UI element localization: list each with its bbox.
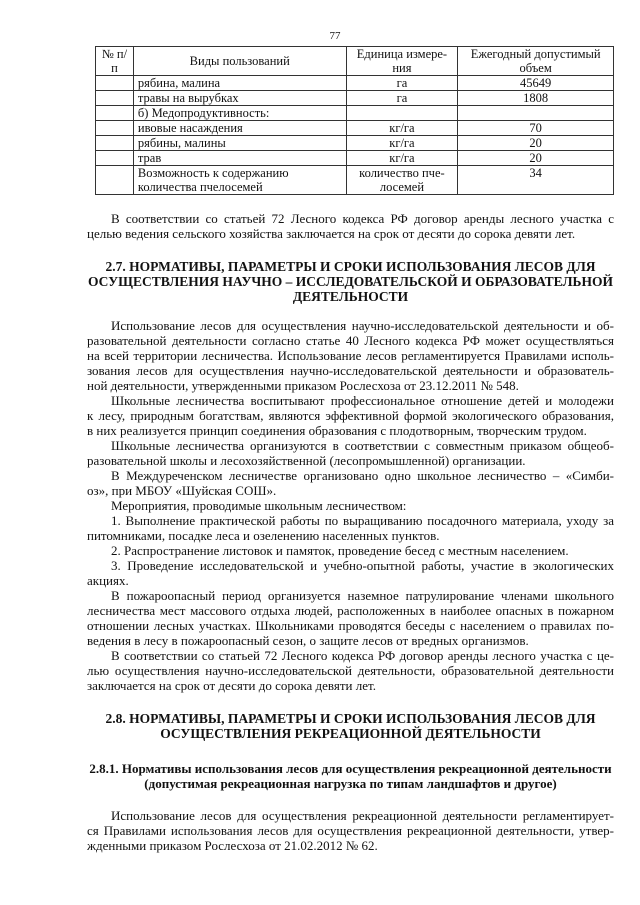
text-line: зования лесов для осуществления научно-исследовательской деятельности и образователь- xyxy=(87,363,614,378)
table-cell xyxy=(96,91,134,106)
table-cell xyxy=(346,106,458,121)
table-cell: б) Медопродуктивность: xyxy=(133,106,346,121)
page-number: 77 xyxy=(329,30,341,42)
paragraph xyxy=(87,498,614,513)
text-line: лесничества мест массового отдыха людей, расположенных в наиболее опасных в пожарном xyxy=(87,603,614,618)
table-cell: кг/га xyxy=(346,121,458,136)
text-line: В соответствии со статьей 72 Лесного кодекса РФ договор аренды лесного участка с xyxy=(111,211,614,226)
table-cell: 34 xyxy=(458,166,614,195)
table-cell: 20 xyxy=(458,151,614,166)
text-line: питомниками, посадке леса и озеленению населенных пунктов. xyxy=(87,528,440,543)
heading-line: ОСУЩЕСТВЛЕНИЯ РЕКРЕАЦИОННОЙ ДЕЯТЕЛЬНОСТИ xyxy=(160,726,541,741)
paragraph xyxy=(87,211,614,241)
table-cell xyxy=(96,166,134,195)
text-line: Школьные лесничества воспитывают профессиональное отношение детей и молодежи xyxy=(111,393,614,408)
table-cell: рябины, малины xyxy=(133,136,346,151)
table-cell: Возможность к содержанию количества пчелосемей xyxy=(133,166,346,195)
table-cell xyxy=(96,76,134,91)
subsection-heading-2-8-1 xyxy=(87,761,614,791)
table-cell xyxy=(458,106,614,121)
table-cell xyxy=(96,121,134,136)
table-cell xyxy=(96,106,134,121)
text-line: ся Правилами использования лесов для осуществления рекреационной деятельности, утвер- xyxy=(87,823,614,838)
table-row xyxy=(96,151,614,166)
heading-line: 2.7. НОРМАТИВЫ, ПАРАМЕТРЫ И СРОКИ ИСПОЛЬЗОВАНИЯ ЛЕСОВ ДЛЯ xyxy=(105,259,596,274)
table-header xyxy=(96,47,614,76)
text-line: на всей территории лесничества. Использование лесов регламентируется Правилами исполь- xyxy=(87,348,614,363)
section-heading-2-7 xyxy=(87,259,614,304)
paragraph xyxy=(87,393,614,438)
text-line: Школьные лесничества организуются в соответствии с совместным приказом общеоб- xyxy=(111,438,614,453)
table-cell: рябина, малина xyxy=(133,76,346,91)
text-line: лью осуществления научно-исследовательской деятельности, образовательной деятельности xyxy=(87,663,614,678)
table-header-cell: Ежегодный допустимый объем xyxy=(458,47,614,76)
table-cell: 20 xyxy=(458,136,614,151)
table-cell: трав xyxy=(133,151,346,166)
section-2-8-1-body xyxy=(87,808,614,853)
table-row xyxy=(96,76,614,91)
heading-line: (допустимая рекреационная нагрузка по типам ландшафтов и другое) xyxy=(144,776,557,791)
heading-line: ДЕЯТЕЛЬНОСТИ xyxy=(292,289,409,304)
table-row xyxy=(96,136,614,151)
text-line: ной деятельности, утвержденными приказом Рослесхоза от 23.12.2011 № 548. xyxy=(87,378,519,393)
paragraph xyxy=(87,648,614,693)
paragraph xyxy=(87,318,614,393)
table-cell: 70 xyxy=(458,121,614,136)
heading-line: ОСУЩЕСТВЛЕНИЯ НАУЧНО – ИССЛЕДОВАТЕЛЬСКОЙ И ОБРАЗОВАТЕЛЬНОЙ xyxy=(88,274,613,289)
text-line: В пожароопасный период организуется наземное патрулирование членами школьного xyxy=(111,588,614,603)
text-line: 3. Проведение исследовательской и учебно-опытной работы, участие в экологических xyxy=(111,558,614,573)
table-header-cell: Виды пользований xyxy=(133,47,346,76)
table-cell: га xyxy=(346,76,458,91)
paragraph xyxy=(87,513,614,543)
section-2-7-body xyxy=(87,318,614,693)
table-cell: кг/га xyxy=(346,136,458,151)
paragraph xyxy=(87,558,614,588)
table-row xyxy=(96,106,614,121)
text-line: в них реализуется принцип соединения образования с плодотворным, творческим трудом. xyxy=(87,423,587,438)
text-line: оз», при МБОУ «Шуйская СОШ». xyxy=(87,483,277,498)
table-cell: ивовые насаждения xyxy=(133,121,346,136)
paragraph xyxy=(87,808,614,853)
table-header-cell: Единица измере-ния xyxy=(346,47,458,76)
section-heading-2-8 xyxy=(87,711,614,741)
text-line: к лесу, природным богатствам, являются эффективной формой экологического образования, xyxy=(87,408,614,423)
usage-table xyxy=(95,46,614,195)
table-cell: кг/га xyxy=(346,151,458,166)
table-row xyxy=(96,121,614,136)
table-header-cell: № п/п xyxy=(96,47,134,76)
text-line: целью ведения сельского хозяйства заключается на срок от десяти до сорока девяти лет. xyxy=(87,226,576,241)
text-line: Использование лесов для осуществления рекреационной деятельности регламентирует- xyxy=(111,808,614,823)
table-cell: количество пче-лосемей xyxy=(346,166,458,195)
text-line: заключается на срок от десяти до сорока девяти лет. xyxy=(87,678,376,693)
table-row xyxy=(96,166,614,195)
table-cell: 1808 xyxy=(458,91,614,106)
heading-line: 2.8.1. Нормативы использования лесов для осуществления рекреационной деятельности xyxy=(89,761,612,776)
table-cell xyxy=(96,151,134,166)
paragraph-lease-agriculture xyxy=(87,211,614,241)
text-line: ведения в лесу в пожароопасный сезон, о защите лесов от вредных организмов. xyxy=(87,633,529,648)
table-cell: га xyxy=(346,91,458,106)
paragraph xyxy=(87,438,614,468)
heading-line: 2.8. НОРМАТИВЫ, ПАРАМЕТРЫ И СРОКИ ИСПОЛЬЗОВАНИЯ ЛЕСОВ ДЛЯ xyxy=(105,711,596,726)
text-line: 1. Выполнение практической работы по выращиванию посадочного материала, уходу за xyxy=(111,513,614,528)
paragraph xyxy=(87,588,614,648)
table-cell: 45649 xyxy=(458,76,614,91)
text-line: жденными приказом Рослесхоза от 21.02.2012 № 62. xyxy=(87,838,378,853)
text-line: Использование лесов для осуществления научно-исследовательской деятельности и об- xyxy=(111,318,614,333)
table-cell: травы на вырубках xyxy=(133,91,346,106)
text-line: акциях. xyxy=(87,573,129,588)
table-row xyxy=(96,91,614,106)
table-cell xyxy=(96,136,134,151)
text-line: В Междуреченском лесничестве организовано одно школьное лесничество – «Симби- xyxy=(111,468,614,483)
text-line: разовательной школы и лесохозяйственной (лесопромышленной) организации. xyxy=(87,453,526,468)
text-line: 2. Распространение листовок и памяток, проведение бесед с местным населением. xyxy=(111,543,569,558)
text-line: разовательной деятельности согласно статье 40 Лесного кодекса РФ может осуществляться xyxy=(87,333,614,348)
text-line: Мероприятия, проводимые школьным лесничеством: xyxy=(111,498,407,513)
table-body xyxy=(96,76,614,195)
text-line: отношении лесных участках. Школьниками проводятся беседы с населением о правилах по- xyxy=(87,618,614,633)
text-line: В соответствии со статьей 72 Лесного кодекса РФ договор аренды лесного участка с це- xyxy=(111,648,614,663)
paragraph xyxy=(87,543,614,558)
paragraph xyxy=(87,468,614,498)
